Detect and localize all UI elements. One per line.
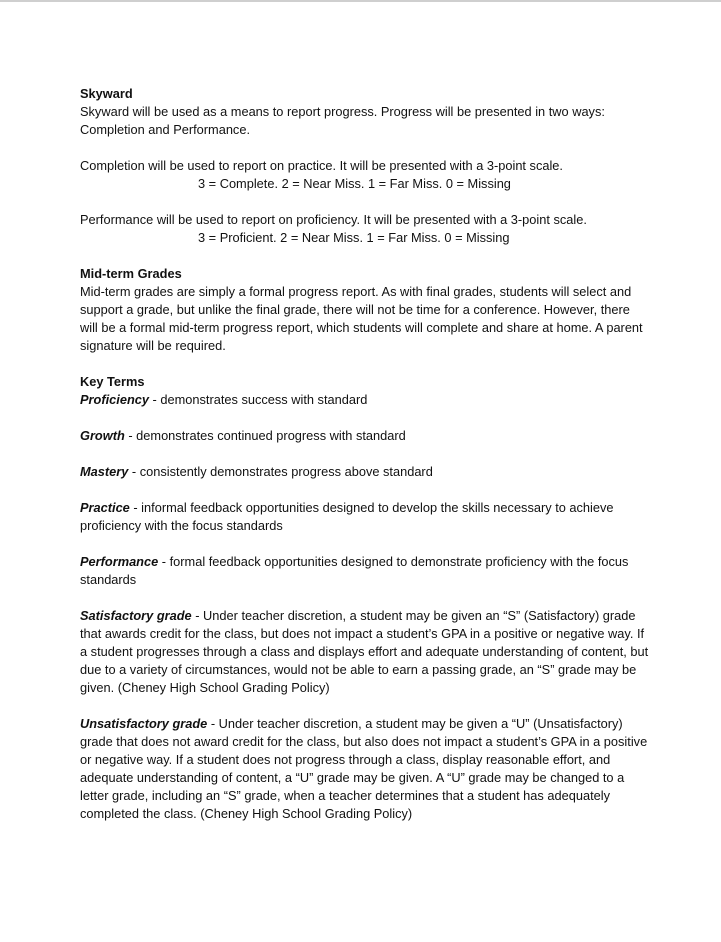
term-unsatisfactory-grade bbox=[80, 715, 650, 823]
term-name: Satisfactory grade bbox=[80, 608, 192, 623]
performance-scale: 3 = Proficient. 2 = Near Miss. 1 = Far Miss. 0 = Missing bbox=[198, 230, 510, 245]
term-name: Unsatisfactory grade bbox=[80, 716, 208, 731]
term-definition: - Under teacher discretion, a student may be given an “S” (Satisfactory) grade that awards credit for the class, but does not impact a student’s GPA in a positive or negative way. If a student progresses through a class and displays effort and adequate understanding of content, but due to a variety of circumstances, would not be able to earn a passing grade, an “S” grade may be given. (Cheney High School Grading Policy) bbox=[80, 608, 649, 695]
term-name: Growth bbox=[80, 428, 125, 443]
completion-block bbox=[80, 157, 650, 193]
completion-text: Completion will be used to report on practice. It will be presented with a 3-point scale. bbox=[80, 158, 563, 173]
key-terms-heading: Key Terms bbox=[80, 374, 145, 389]
key-terms-section bbox=[80, 373, 650, 823]
midterm-text: Mid-term grades are simply a formal progress report. As with final grades, students will select and support a grade, but unlike the final grade, there will not be time for a conference. However, there will be a formal mid-term progress report, which students will complete and share at home. A parent signature will be required. bbox=[80, 284, 643, 353]
skyward-intro: Skyward will be used as a means to report progress. Progress will be presented in two ways: Completion and Performance. bbox=[80, 104, 605, 137]
term-name: Proficiency bbox=[80, 392, 149, 407]
document-page bbox=[80, 85, 650, 841]
term-name: Performance bbox=[80, 554, 159, 569]
term-definition: - Under teacher discretion, a student may be given a “U” (Unsatisfactory) grade that does not award credit for the class, but also does not impact a student’s GPA in a positive or negative way. If a student does not progress through a class, display reasonable effort, and adequate understanding of content, a “U” grade may be given. A “U” grade may be changed to a letter grade, including an “S” grade, when a teacher determines that a student has adequately completed the class. (Cheney High School Grading Policy) bbox=[80, 716, 648, 821]
term-definition: - demonstrates success with standard bbox=[149, 392, 368, 407]
top-border bbox=[0, 0, 721, 2]
skyward-heading: Skyward bbox=[80, 86, 133, 101]
term-definition: - formal feedback opportunities designed to demonstrate proficiency with the focus standards bbox=[80, 554, 629, 587]
midterm-section bbox=[80, 265, 650, 355]
term-growth bbox=[80, 427, 650, 445]
term-name: Practice bbox=[80, 500, 130, 515]
term-definition: - informal feedback opportunities designed to develop the skills necessary to achieve proficiency with the focus standards bbox=[80, 500, 614, 533]
performance-block bbox=[80, 211, 650, 247]
term-performance bbox=[80, 553, 650, 589]
performance-text: Performance will be used to report on proficiency. It will be presented with a 3-point scale. bbox=[80, 212, 587, 227]
skyward-section bbox=[80, 85, 650, 139]
term-proficiency bbox=[80, 391, 650, 409]
term-definition: - demonstrates continued progress with standard bbox=[124, 428, 406, 443]
term-mastery bbox=[80, 463, 650, 481]
term-practice bbox=[80, 499, 650, 535]
term-definition: - consistently demonstrates progress above standard bbox=[128, 464, 433, 479]
term-name: Mastery bbox=[80, 464, 129, 479]
completion-scale: 3 = Complete. 2 = Near Miss. 1 = Far Miss. 0 = Missing bbox=[198, 176, 511, 191]
midterm-heading: Mid-term Grades bbox=[80, 266, 182, 281]
term-satisfactory-grade bbox=[80, 607, 650, 697]
